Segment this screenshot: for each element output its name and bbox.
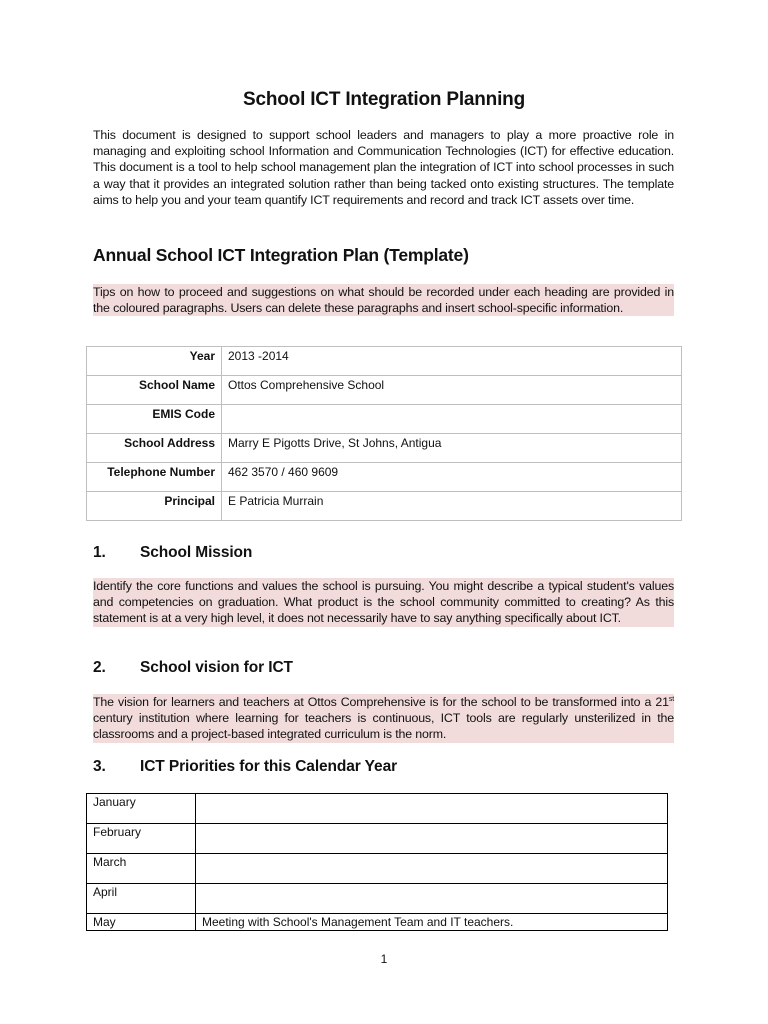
section-heading-mission: [93, 544, 252, 562]
section-title: ICT Priorities for this Calendar Year: [140, 758, 398, 775]
telephone-value[interactable]: 462 3570 / 460 9609: [222, 463, 682, 492]
vision-text-pre: The vision for learners and teachers at Ottos Comprehensive is for the school to be transformed into a 21: [93, 695, 669, 709]
emis-code-label: EMIS Code: [87, 405, 222, 434]
table-row: [87, 376, 682, 405]
vision-text-post: century institution where learning for teachers is continuous, ICT tools are regularly unsterilized in the classrooms and a project-based integrated curriculum is the norm.: [93, 711, 674, 742]
month-cell: February: [87, 824, 196, 854]
table-row: [87, 914, 668, 931]
vision-paragraph: [93, 694, 674, 743]
principal-label: Principal: [87, 492, 222, 521]
month-cell: May: [87, 914, 196, 931]
table-row: [87, 884, 668, 914]
month-cell: April: [87, 884, 196, 914]
principal-value[interactable]: E Patricia Murrain: [222, 492, 682, 521]
table-row: [87, 434, 682, 463]
emis-code-value[interactable]: [222, 405, 682, 434]
intro-paragraph: This document is designed to support school leaders and managers to play a more proactive role in managing and exploiting school Information and Communication Technologies (ICT) for effective education. This document is a tool to help school management plan the integration of ICT into school processes in such a way that it provides an integrated solution rather than being tacked onto existing structures. The template aims to help you and your team quantify ICT requirements and record and track ICT assets over time.: [93, 128, 674, 207]
page-number: 1: [380, 952, 388, 966]
year-value[interactable]: 2013 -2014: [222, 347, 682, 376]
mission-paragraph: Identify the core functions and values the school is pursuing. You might describe a typical student's values and competencies on graduation. What product is the school community committed to creating? As this statement is at a very high level, it does not necessarily have to say anything specifically about ICT.: [93, 579, 674, 626]
priority-cell[interactable]: Meeting with School's Management Team and IT teachers.: [196, 914, 668, 931]
priority-cell[interactable]: [196, 854, 668, 884]
section-number: 1.: [93, 544, 106, 561]
priority-cell[interactable]: [196, 884, 668, 914]
table-row: [87, 405, 682, 434]
school-name-value[interactable]: Ottos Comprehensive School: [222, 376, 682, 405]
table-row: [87, 854, 668, 884]
priority-cell[interactable]: [196, 824, 668, 854]
table-row: [87, 824, 668, 854]
section-heading-priorities: [93, 758, 397, 776]
school-address-value[interactable]: Marry E Pigotts Drive, St Johns, Antigua: [222, 434, 682, 463]
month-cell: March: [87, 854, 196, 884]
table-row: [87, 463, 682, 492]
document-title: School ICT Integration Planning: [243, 89, 525, 110]
table-row: [87, 492, 682, 521]
section-heading-vision: [93, 659, 293, 677]
school-info-table: [86, 346, 682, 521]
priority-cell[interactable]: [196, 794, 668, 824]
table-row: [87, 794, 668, 824]
plan-heading: Annual School ICT Integration Plan (Template): [93, 245, 469, 265]
month-cell: January: [87, 794, 196, 824]
tips-paragraph: Tips on how to proceed and suggestions on what should be recorded under each heading are provided in the coloured paragraphs. Users can delete these paragraphs and insert school-specific information.: [93, 285, 674, 316]
section-number: 2.: [93, 659, 106, 676]
table-row: [87, 347, 682, 376]
priorities-table: [86, 793, 668, 931]
school-name-label: School Name: [87, 376, 222, 405]
section-title: School vision for ICT: [140, 659, 293, 676]
section-title: School Mission: [140, 544, 253, 561]
year-label: Year: [87, 347, 222, 376]
school-address-label: School Address: [87, 434, 222, 463]
vision-text-sup: st: [668, 695, 674, 703]
telephone-label: Telephone Number: [87, 463, 222, 492]
section-number: 3.: [93, 758, 106, 775]
